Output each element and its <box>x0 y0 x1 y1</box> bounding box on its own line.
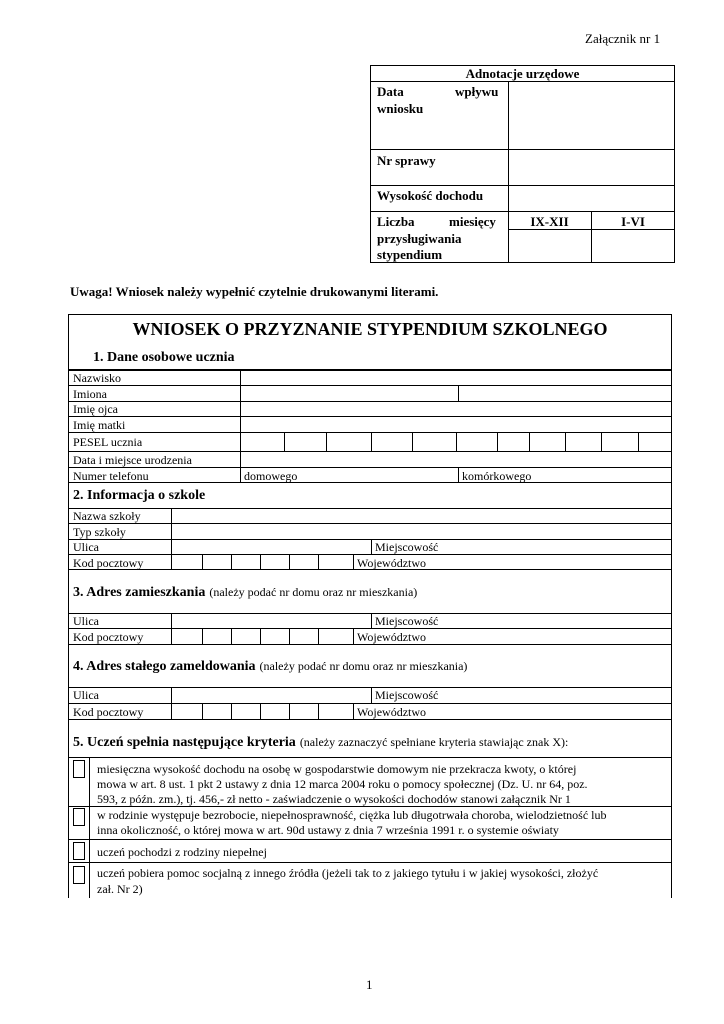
res-wojewodztwo-label: Województwo <box>357 630 427 644</box>
res-miejscowosc-label: Miejscowość <box>375 614 439 628</box>
annotations-title: Adnotacje urzędowe <box>465 66 580 81</box>
data-wplywu-label-3: wniosku <box>377 101 424 116</box>
liczba-label-4: stypendium <box>377 247 443 262</box>
criterion-1-checkbox[interactable] <box>73 760 85 778</box>
criterion-2-line-2: inna okoliczność, o której mowa w art. 90d ustawy z dnia 7 września 1991 r. o systemie oświaty <box>97 823 559 837</box>
criterion-1-line-2: mowa w art. 8 ust. 1 pkt 2 ustawy z dnia 12 marca 2004 roku o pomocy społecznej (Dz. U. nr 64, poz. <box>97 777 588 791</box>
section-5-title: 5. Uczeń spełnia następujące kryteria <box>73 735 296 750</box>
criterion-3-line-1: uczeń pochodzi z rodziny niepełnej <box>97 845 267 859</box>
liczba-label-2: miesięcy <box>449 214 496 229</box>
school-miejscowosc-label: Miejscowość <box>375 540 439 554</box>
section-5-note: (należy zaznaczyć spełniane kryteria stawiając znak X): <box>299 735 569 749</box>
section-1-title: 1. Dane osobowe ucznia <box>93 350 235 365</box>
domowego-label: domowego <box>244 469 298 483</box>
school-ulica-label: Ulica <box>73 540 99 554</box>
criterion-4-line-1: uczeń pobiera pomoc socjalną z innego źródła (jeżeli tak to z jakiego tytułu i w jakiej wysokości, złożyć <box>97 866 599 880</box>
criterion-4-checkbox[interactable] <box>73 866 85 884</box>
res-kod-label: Kod pocztowy <box>73 630 144 644</box>
criterion-2-checkbox[interactable] <box>73 808 85 826</box>
form-title: WNIOSEK O PRZYZNANIE STYPENDIUM SZKOLNEGO <box>132 319 608 339</box>
data-wplywu-label-1: Data <box>377 84 404 99</box>
school-kod-label: Kod pocztowy <box>73 556 144 570</box>
data-wplywu-label-2: wpływu <box>455 84 499 99</box>
reg-miejscowosc-label: Miejscowość <box>375 688 439 702</box>
section-3-heading <box>73 583 417 601</box>
section-3-note: (należy podać nr domu oraz nr mieszkania) <box>209 585 418 599</box>
imie-ojca-label: Imię ojca <box>73 402 118 416</box>
nr-sprawy-label: Nr sprawy <box>377 153 436 168</box>
criterion-2-line-1: w rodzinie występuje bezrobocie, niepełnosprawność, ciężka lub długotrwała choroba, wielodzietność lub <box>97 808 607 822</box>
section-4-note: (należy podać nr domu oraz nr mieszkania) <box>259 659 468 673</box>
pesel-label: PESEL ucznia <box>73 435 143 449</box>
warning-text: Uwaga! Wniosek należy wypełnić czytelnie drukowanymi literami. <box>70 284 439 299</box>
liczba-label-3: przysługiwania <box>377 231 462 246</box>
nazwa-szkoly-label: Nazwa szkoły <box>73 509 141 523</box>
col-i-vi: I-VI <box>621 214 645 229</box>
wysokosc-dochodu-label: Wysokość dochodu <box>377 188 484 203</box>
typ-szkoly-label: Typ szkoły <box>73 525 126 539</box>
telefon-label: Numer telefonu <box>73 469 149 483</box>
imiona-label: Imiona <box>73 387 107 401</box>
section-2-title: 2. Informacja o szkole <box>73 488 206 503</box>
section-4-title: 4. Adres stałego zameldowania <box>73 659 256 674</box>
page-number: 1 <box>366 977 373 992</box>
col-ix-xii: IX-XII <box>530 214 569 229</box>
liczba-label-1: Liczba <box>377 214 415 229</box>
imie-matki-label: Imię matki <box>73 418 126 432</box>
reg-wojewodztwo-label: Województwo <box>357 705 427 719</box>
section-4-heading <box>73 657 467 675</box>
section-3-title: 3. Adres zamieszkania <box>73 585 206 600</box>
komorkowego-label: komórkowego <box>462 469 532 483</box>
nazwisko-label: Nazwisko <box>73 371 121 385</box>
criterion-1-line-1: miesięczna wysokość dochodu na osobę w gospodarstwie domowym nie przekracza kwoty, o której <box>97 762 577 776</box>
attachment-label: Załącznik nr 1 <box>585 31 661 46</box>
criterion-3-checkbox[interactable] <box>73 842 85 860</box>
reg-ulica-label: Ulica <box>73 688 99 702</box>
data-miejsce-label: Data i miejsce urodzenia <box>73 453 192 467</box>
criterion-4-line-2: zał. Nr 2) <box>97 882 143 896</box>
reg-kod-label: Kod pocztowy <box>73 705 144 719</box>
res-ulica-label: Ulica <box>73 614 99 628</box>
section-5-heading <box>73 733 568 751</box>
school-wojewodztwo-label: Województwo <box>357 556 427 570</box>
criterion-1-line-3: 593, z późn. zm.), tj. 456,- zł netto - zaświadczenie o wysokości dochodów stanowi załącznik Nr 1 <box>97 792 571 806</box>
